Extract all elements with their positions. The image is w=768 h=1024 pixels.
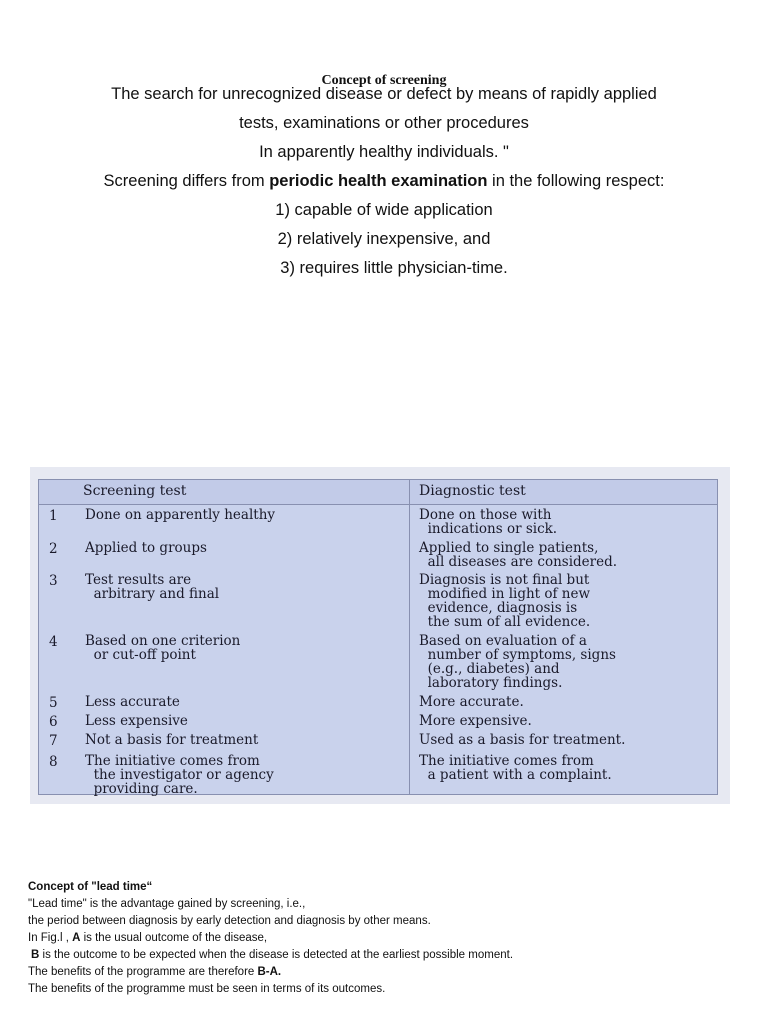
screening-test-header: Screening test	[83, 483, 187, 499]
diagnostic-cell: More accurate.	[419, 694, 524, 710]
intro-line-4-pre: Screening differs from	[103, 172, 270, 190]
diagnostic-cell: The initiative comes from a patient with a complaint.	[419, 753, 612, 783]
lead-time-line-4-post: is the outcome to be expected when the disease is detected at the earliest possible moment.	[39, 949, 514, 961]
lead-time-line-2: the period between diagnosis by early detection and diagnosis by other means.	[28, 915, 431, 927]
table-header	[39, 480, 717, 505]
screening-cell: Less expensive	[85, 713, 188, 729]
lead-time-line-5-bold: B-A.	[257, 966, 282, 978]
lead-time-line-4-bold: B	[31, 949, 40, 961]
comparison-table-image	[30, 467, 730, 804]
lead-time-line-3	[28, 930, 748, 947]
row-number: 6	[49, 714, 58, 730]
lead-time-line-1: "Lead time" is the advantage gained by screening, i.e.,	[28, 898, 306, 910]
intro-line-2: tests, examinations or other procedures	[239, 114, 529, 132]
lead-time-heading: Concept of "lead time“	[28, 881, 153, 893]
intro-line-4-post: in the following respect:	[487, 172, 665, 190]
diagnostic-cell: Used as a basis for treatment.	[419, 732, 626, 748]
row-number: 1	[49, 508, 58, 524]
intro-line-1: The search for unrecognized disease or defect by means of rapidly applied	[111, 85, 657, 103]
intro-line-3: In apparently healthy individuals. "	[259, 143, 509, 161]
row-number: 5	[49, 695, 58, 711]
diagnostic-cell: Applied to single patients, all diseases are considered.	[419, 540, 618, 570]
diagnostic-cell: More expensive.	[419, 713, 532, 729]
screening-cell: Test results are arbitrary and final	[85, 572, 220, 602]
lead-time-line-4	[28, 947, 748, 964]
lead-time-section	[28, 879, 748, 998]
screening-cell: Based on one criterion or cut-off point	[85, 633, 241, 663]
row-number: 7	[49, 733, 58, 749]
row-number: 2	[49, 541, 58, 557]
column-divider	[409, 480, 410, 794]
intro-line-7: 3) requires little physician-time.	[280, 259, 508, 277]
lead-time-line-3-bold: A	[72, 932, 81, 944]
intro-line-4	[0, 169, 768, 198]
lead-time-line-5-pre: The benefits of the programme are therefore	[28, 966, 258, 978]
intro-line-5: 1) capable of wide application	[275, 201, 493, 219]
row-number: 4	[49, 634, 58, 650]
diagnostic-test-header: Diagnostic test	[419, 483, 526, 499]
screening-cell: Less accurate	[85, 694, 180, 710]
screening-cell: The initiative comes from the investigator or agency providing care.	[85, 753, 274, 797]
diagnostic-cell: Based on evaluation of a number of symptoms, signs (e.g., diabetes) and laboratory findings.	[419, 633, 616, 691]
diagnostic-cell: Done on those with indications or sick.	[419, 507, 558, 537]
screening-cell: Applied to groups	[85, 540, 207, 556]
row-number: 8	[49, 754, 58, 770]
screening-cell: Done on apparently healthy	[85, 507, 276, 523]
lead-time-line-5	[28, 964, 748, 981]
lead-time-line-3-post: is the usual outcome of the disease,	[80, 932, 268, 944]
intro-line-4-bold: periodic health examination	[269, 172, 488, 190]
lead-time-line-6: The benefits of the programme must be seen in terms of its outcomes.	[28, 983, 386, 995]
row-number: 3	[49, 573, 58, 589]
screening-cell: Not a basis for treatment	[85, 732, 259, 748]
lead-time-line-3-pre: In Fig.l ,	[28, 932, 73, 944]
comparison-table	[38, 479, 718, 795]
page-title: Concept of screening	[321, 73, 447, 88]
diagnostic-cell: Diagnosis is not final but modified in light of new evidence, diagnosis is the sum of all evidence.	[419, 572, 591, 630]
intro-paragraph	[0, 82, 768, 285]
intro-line-6: 2) relatively inexpensive, and	[277, 230, 491, 248]
